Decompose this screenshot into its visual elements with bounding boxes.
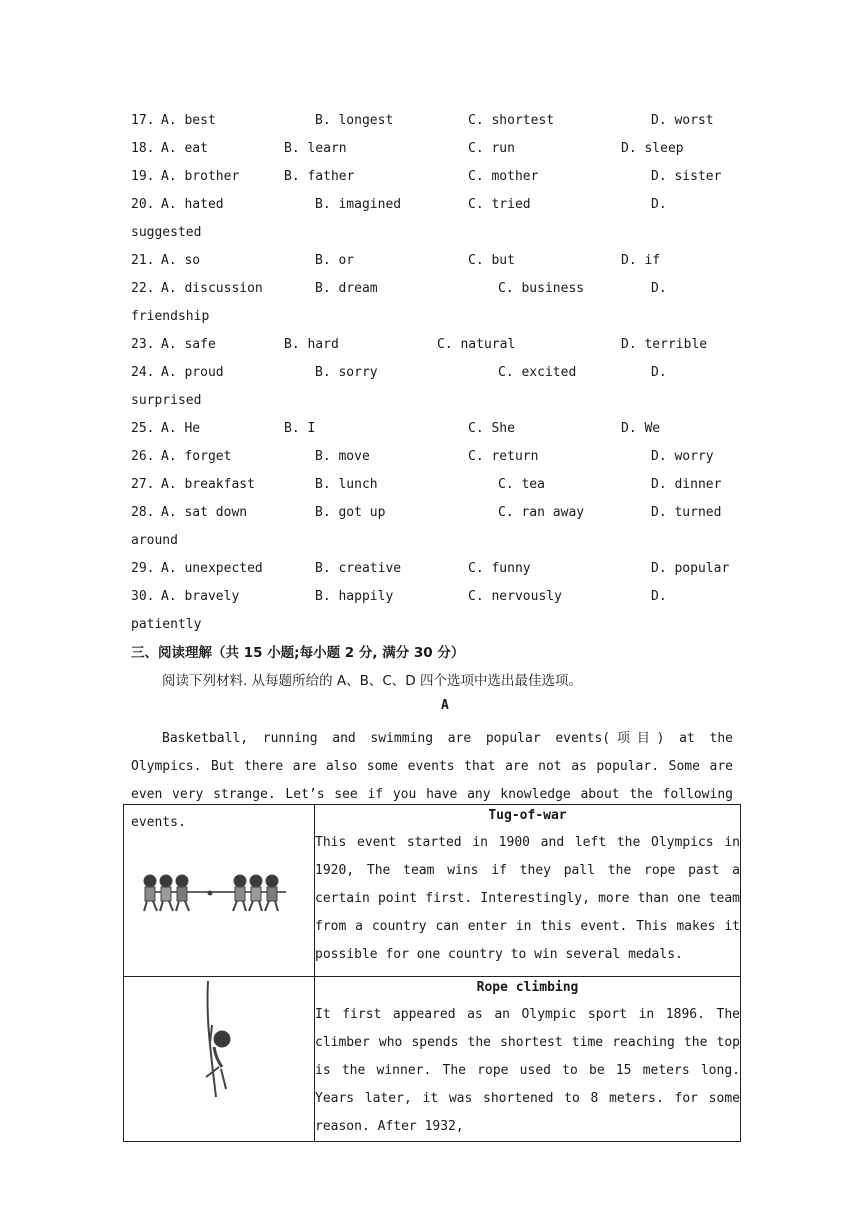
option-c: C. shortest <box>468 113 555 128</box>
option-a: A. discussion <box>161 281 263 296</box>
option-continuation: suggested <box>131 225 202 240</box>
option-a: A. bravely <box>161 589 240 604</box>
option-a: A. safe <box>161 337 216 352</box>
option-d: D. sleep <box>621 141 684 156</box>
option-c: C. natural <box>437 337 516 352</box>
question-number: 29. <box>131 561 155 576</box>
passage-intro: Basketball, running and swimming are popular events(项目) at the Olympics. But there are also some events that are not as popular. Some are even very strange. Let’s see if you have any knowledge about the following events. <box>131 731 733 830</box>
option-c: C. mother <box>468 169 539 184</box>
question-number: 26. <box>131 449 155 464</box>
question-number: 19. <box>131 169 155 184</box>
question-number: 17. <box>131 113 155 128</box>
option-b: B. move <box>315 449 370 464</box>
option-d: D. <box>651 365 667 380</box>
option-a: A. He <box>161 421 201 436</box>
option-c: C. nervously <box>468 589 562 604</box>
option-a: A. hated <box>161 197 224 212</box>
event-image-cell <box>124 977 315 1142</box>
option-d: D. if <box>621 253 661 268</box>
option-c: C. funny <box>468 561 531 576</box>
option-d: D. worry <box>651 449 714 464</box>
question-row <box>131 196 741 224</box>
event-body: It first appeared as an Olympic sport in 1896. The climber who spends the shortest time reaching the top is the winner. The rope used to be 15 meters long. Years later, it was shortened to 8 meters. for some reason. After 1932, <box>315 1007 740 1134</box>
option-continuation: around <box>131 533 178 548</box>
event-text-cell <box>315 805 741 977</box>
question-row <box>131 588 741 616</box>
option-a: A. breakfast <box>161 477 255 492</box>
option-b: B. longest <box>315 113 394 128</box>
option-b: B. lunch <box>315 477 378 492</box>
option-d: D. terrible <box>621 337 708 352</box>
option-c: C. excited <box>498 365 577 380</box>
question-number: 21. <box>131 253 155 268</box>
option-a: A. unexpected <box>161 561 263 576</box>
option-a: A. brother <box>161 169 240 184</box>
question-row <box>131 252 741 280</box>
option-c: C. but <box>468 253 515 268</box>
option-a: A. proud <box>161 365 224 380</box>
option-continuation: friendship <box>131 309 210 324</box>
question-number: 24. <box>131 365 155 380</box>
question-row <box>131 280 741 308</box>
question-row <box>131 112 741 140</box>
section-title: 三、阅读理解（共 15 小题;每小题 2 分, 满分 30 分） <box>131 645 465 661</box>
events-table <box>123 804 741 1142</box>
option-a: A. best <box>161 113 216 128</box>
option-b: B. hard <box>284 337 339 352</box>
option-a: A. eat <box>161 141 208 156</box>
option-d: D. <box>651 589 667 604</box>
event-title: Rope climbing <box>476 980 579 995</box>
option-b: B. I <box>284 421 316 436</box>
event-body: This event started in 1900 and left the Olympics in 1920, The team wins if they pall the rope past a certain point first. Interestingly, more than one team from a country can enter in this event. This makes it possible for one country to win several medals. <box>315 835 740 962</box>
passage-label: A <box>441 698 449 713</box>
option-b: B. dream <box>315 281 378 296</box>
option-d: D. We <box>621 421 661 436</box>
question-number: 28. <box>131 505 155 520</box>
event-row <box>124 805 741 977</box>
option-a: A. forget <box>161 449 232 464</box>
section-instruction: 阅读下列材料. 从每题所给的 A、B、C、D 四个选项中选出最佳选项。 <box>162 673 582 689</box>
question-row <box>131 336 741 364</box>
option-b: B. learn <box>284 141 347 156</box>
tug-of-war-illustration <box>124 805 314 972</box>
option-b: B. creative <box>315 561 402 576</box>
option-d: D. dinner <box>651 477 722 492</box>
option-c: C. She <box>468 421 515 436</box>
option-d: D. sister <box>651 169 722 184</box>
option-b: B. happily <box>315 589 394 604</box>
event-row <box>124 977 741 1142</box>
option-a: A. so <box>161 253 201 268</box>
option-b: B. or <box>315 253 355 268</box>
question-number: 25. <box>131 421 155 436</box>
question-row <box>131 476 741 504</box>
question-row <box>131 140 741 168</box>
question-number: 18. <box>131 141 155 156</box>
option-d: D. <box>651 197 667 212</box>
option-c: C. tea <box>498 477 545 492</box>
option-continuation: patiently <box>131 617 202 632</box>
question-number: 22. <box>131 281 155 296</box>
question-row <box>131 420 741 448</box>
option-b: B. got up <box>315 505 386 520</box>
option-b: B. sorry <box>315 365 378 380</box>
event-title: Tug-of-war <box>488 808 567 823</box>
question-row <box>131 364 741 392</box>
question-row <box>131 168 741 196</box>
option-d: D. worst <box>651 113 714 128</box>
rope-climbing-illustration <box>124 977 314 1116</box>
question-number: 30. <box>131 589 155 604</box>
option-b: B. imagined <box>315 197 402 212</box>
option-d: D. popular <box>651 561 730 576</box>
option-c: C. business <box>498 281 585 296</box>
option-c: C. run <box>468 141 515 156</box>
option-b: B. father <box>284 169 355 184</box>
question-number: 23. <box>131 337 155 352</box>
option-c: C. tried <box>468 197 531 212</box>
question-number: 20. <box>131 197 155 212</box>
option-continuation: surprised <box>131 393 202 408</box>
option-a: A. sat down <box>161 505 248 520</box>
option-d: D. <box>651 281 667 296</box>
option-c: C. return <box>468 449 539 464</box>
event-text-cell <box>315 977 741 1142</box>
question-number: 27. <box>131 477 155 492</box>
question-row <box>131 448 741 476</box>
option-d: D. turned <box>651 505 722 520</box>
question-row <box>131 560 741 588</box>
event-image-cell <box>124 805 315 977</box>
option-c: C. ran away <box>498 505 585 520</box>
question-row <box>131 504 741 532</box>
